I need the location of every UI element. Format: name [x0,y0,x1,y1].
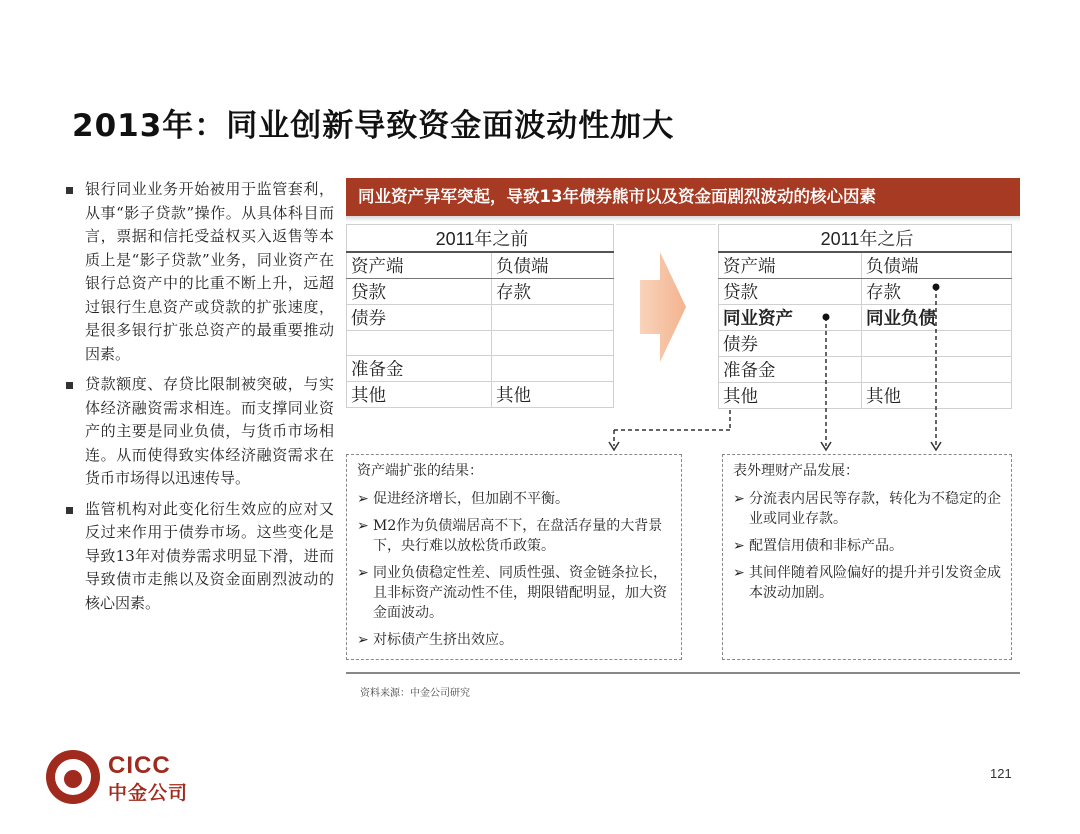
off-balance-wmp-box [722,454,1012,660]
bullet-text: 贷款额度、存贷比限制被突破，与实体经济融资需求相连。而支撑同业资产的主要是同业负债，与货币市场相连。从而使得致实体经济融资需求在货币市场得以迅速传导。 [85,375,334,487]
table-cell: 债券 [347,305,492,331]
table-cell: 存款 [862,279,1012,305]
list-item [733,563,1001,603]
table-cell: 其他 [862,383,1012,409]
list-item-text: 对标债产生挤出效应。 [373,632,513,648]
box-title: 表外理财产品发展： [733,463,859,479]
section-banner: 同业资产异军突起，导致13年债券熊市以及资金面剧烈波动的核心因素 [346,178,1020,216]
arrow-bullet-icon: ➢ [733,491,745,507]
box-title: 资产端扩张的结果： [357,463,483,479]
list-item-text: M2作为负债端居高不下，在盘活存量的大背景下，央行难以放松货币政策。 [373,518,663,554]
bullet-text: 监管机构对此变化衍生效应的应对又反过来作用于债券市场。这些变化是导致13年对债券需求明显下滑，进而导致债市走熊以及资金面剧烈波动的核心因素。 [85,499,334,612]
arrow-bullet-icon: ➢ [357,632,369,648]
list-item [733,489,1001,529]
list-item [357,489,671,509]
col-header-assets: 资产端 [719,252,862,279]
col-header-liabilities: 负债端 [492,252,614,279]
list-item-text: 配置信用债和非标产品。 [749,538,903,554]
col-header-liabilities: 负债端 [862,252,1012,279]
arrow-bullet-icon: ➢ [357,491,369,507]
table-cell: 其他 [492,382,614,408]
interbank-assets-cell: 同业资产 [719,305,862,331]
source-note: 资料来源：中金公司研究 [360,688,470,699]
arrow-bullet-icon: ➢ [733,565,745,581]
table-cell: 贷款 [719,279,862,305]
page-title: 2013年：同业创新导致资金面波动性加大 [72,108,675,144]
page-number: 121 [990,766,1012,781]
table-cell: 贷款 [347,279,492,305]
interbank-liabilities-cell: 同业负债 [862,305,1012,331]
list-item-text: 同业负债稳定性差、同质性强、资金链条拉长，且非标资产流动性不佳，期限错配明显，加大资金面波动。 [373,565,667,621]
table-header: 2011年之后 [719,225,1012,253]
col-header-assets: 资产端 [347,252,492,279]
arrow-bullet-icon: ➢ [733,538,745,554]
table-cell: 其他 [347,382,492,408]
table-cell: 债券 [719,331,862,357]
list-item [357,630,671,650]
table-cell: 准备金 [719,357,862,383]
table-cell: 存款 [492,279,614,305]
arrow-bullet-icon: ➢ [357,565,369,581]
table-cell: 其他 [719,383,862,409]
list-item-text: 其间伴随着风险偏好的提升并引发资金成本波动加剧。 [749,565,1001,601]
table-cell: 准备金 [347,356,492,382]
table-header: 2011年之前 [347,225,614,253]
list-item-text: 促进经济增长，但加剧不平衡。 [373,491,569,507]
bullet-text: 银行同业业务开始被用于监管套利，从事“影子贷款”操作。从具体科目而言，票据和信托受益权买入返售等本质上是“影子贷款”业务，同业资产在银行总资产中的比重不断上升，远超过银行生息资产或贷款的扩张速度，是很多银行扩张总资产的最重要推动因素。 [85,180,334,363]
arrow-bullet-icon: ➢ [357,518,369,534]
cicc-logo-icon [44,748,102,806]
source-divider [346,672,1020,674]
asset-expansion-box [346,454,682,660]
logo-text-cn: 中金公司 [108,782,189,804]
list-item [733,536,1001,556]
list-item-text: 分流表内居民等存款，转化为不稳定的企业或同业存款。 [749,491,1001,527]
connector-dot-icon [823,314,830,321]
connector-dot-icon [933,284,940,291]
list-item [357,563,671,623]
logo-text-en: CICC [108,752,171,779]
list-item [357,516,671,556]
